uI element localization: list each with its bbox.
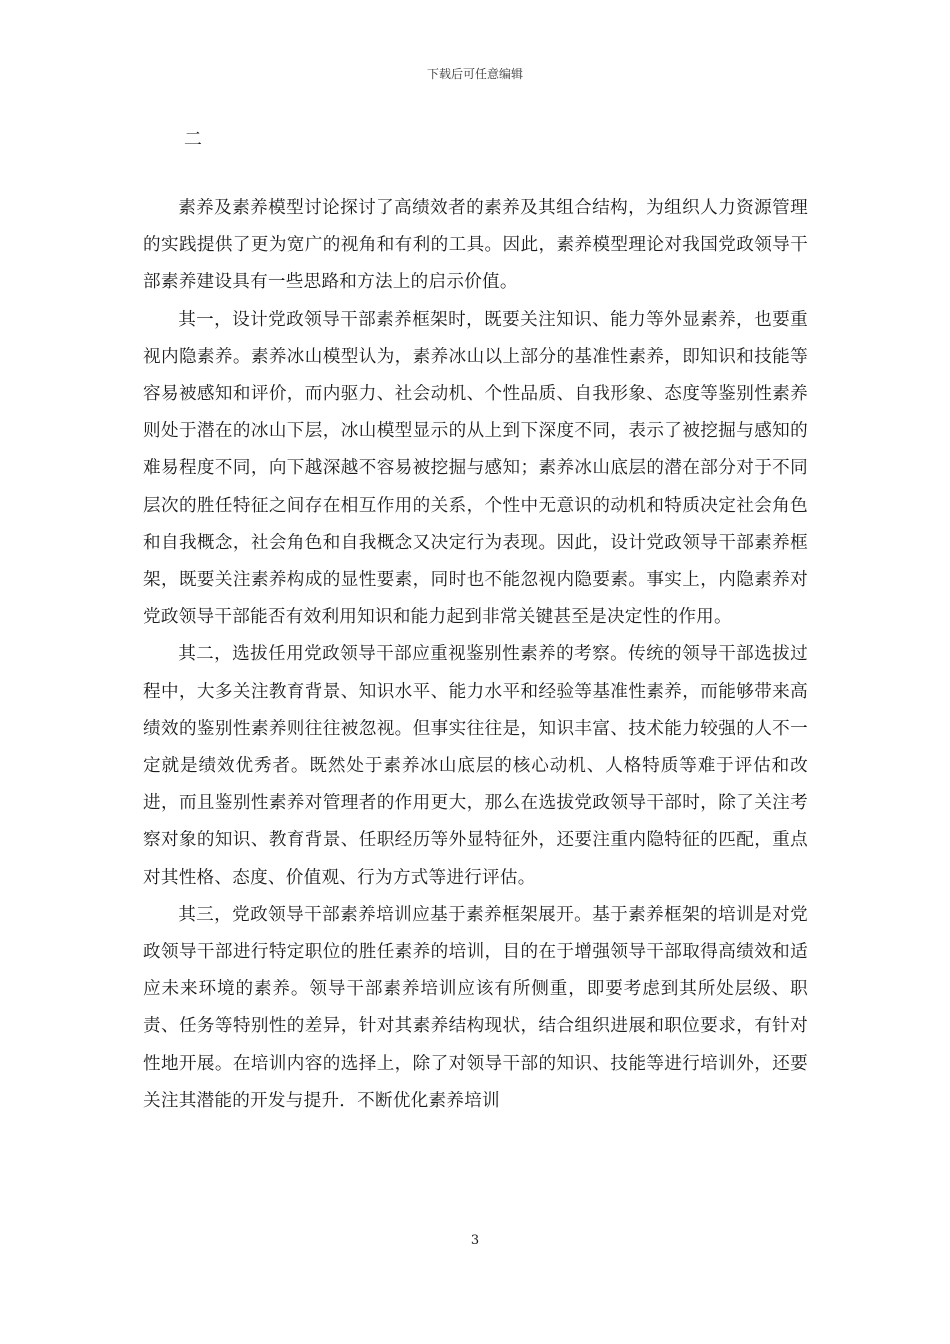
section-heading: 二 [184,129,202,150]
paragraph-point-two: 其二，选拔任用党政领导干部应重视鉴别性素养的考察。传统的领导干部选拔过程中，大多关注教育背景、知识水平、能力水平和经验等基准性素养，而能够带来高绩效的鉴别性素养则往往被忽视。但事实往往是，知识丰富、技术能力较强的人不一定就是绩效优秀者。既然处于素养冰山底层的核心动机、人格特质等难于评估和改进，而且鉴别性素养对管理者的作用更大，那么在选拔党政领导干部时，除了关注考察对象的知识、教育背景、任职经历等外显特征外，还要注重内隐特征的匹配，重点对其性格、态度、价值观、行为方式等进行评估。 [143,644,808,888]
page-header: 下载后可任意编辑 [426,67,523,81]
page-number: 3 [470,1233,480,1248]
document-body [143,190,808,1120]
paragraph-point-one: 其一，设计党政领导干部素养框架时，既要关注知识、能力等外显素养，也要重视内隐素养。素养冰山模型认为，素养冰山以上部分的基准性素养，即知识和技能等容易被感知和评价，而内驱力、社会动机、个性品质、自我形象、态度等鉴别性素养则处于潜在的冰山下层，冰山模型显示的从上到下深度不同，表示了被挖掘与感知的难易程度不同，向下越深越不容易被挖掘与感知；素养冰山底层的潜在部分对于不同层次的胜任特征之间存在相互作用的关系，个性中无意识的动机和特质决定社会角色和自我概念，社会角色和自我概念又决定行为表现。因此，设计党政领导干部素养框架，既要关注素养构成的显性要素，同时也不能忽视内隐要素。事实上，内隐素养对党政领导干部能否有效利用知识和能力起到非常关键甚至是决定性的作用。 [143,309,808,628]
paragraph-point-three: 其三，党政领导干部素养培训应基于素养框架展开。基于素养框架的培训是对党政领导干部进行特定职位的胜任素养的培训，目的在于增强领导干部取得高绩效和适应未来环境的素养。领导干部素养培训应该有所侧重，即要考虑到其所处层级、职责、任务等特别性的差异，针对其素养结构现状，结合组织进展和职位要求，有针对性地开展。在培训内容的选择上，除了对领导干部的知识、技能等进行培训外，还要关注其潜能的开发与提升．不断优化素养培训 [143,904,808,1111]
paragraph-intro: 素养及素养模型讨论探讨了高绩效者的素养及其组合结构，为组织人力资源管理的实践提供了更为宽广的视角和有利的工具。因此，素养模型理论对我国党政领导干部素养建设具有一些思路和方法上的启示价值。 [143,198,808,293]
